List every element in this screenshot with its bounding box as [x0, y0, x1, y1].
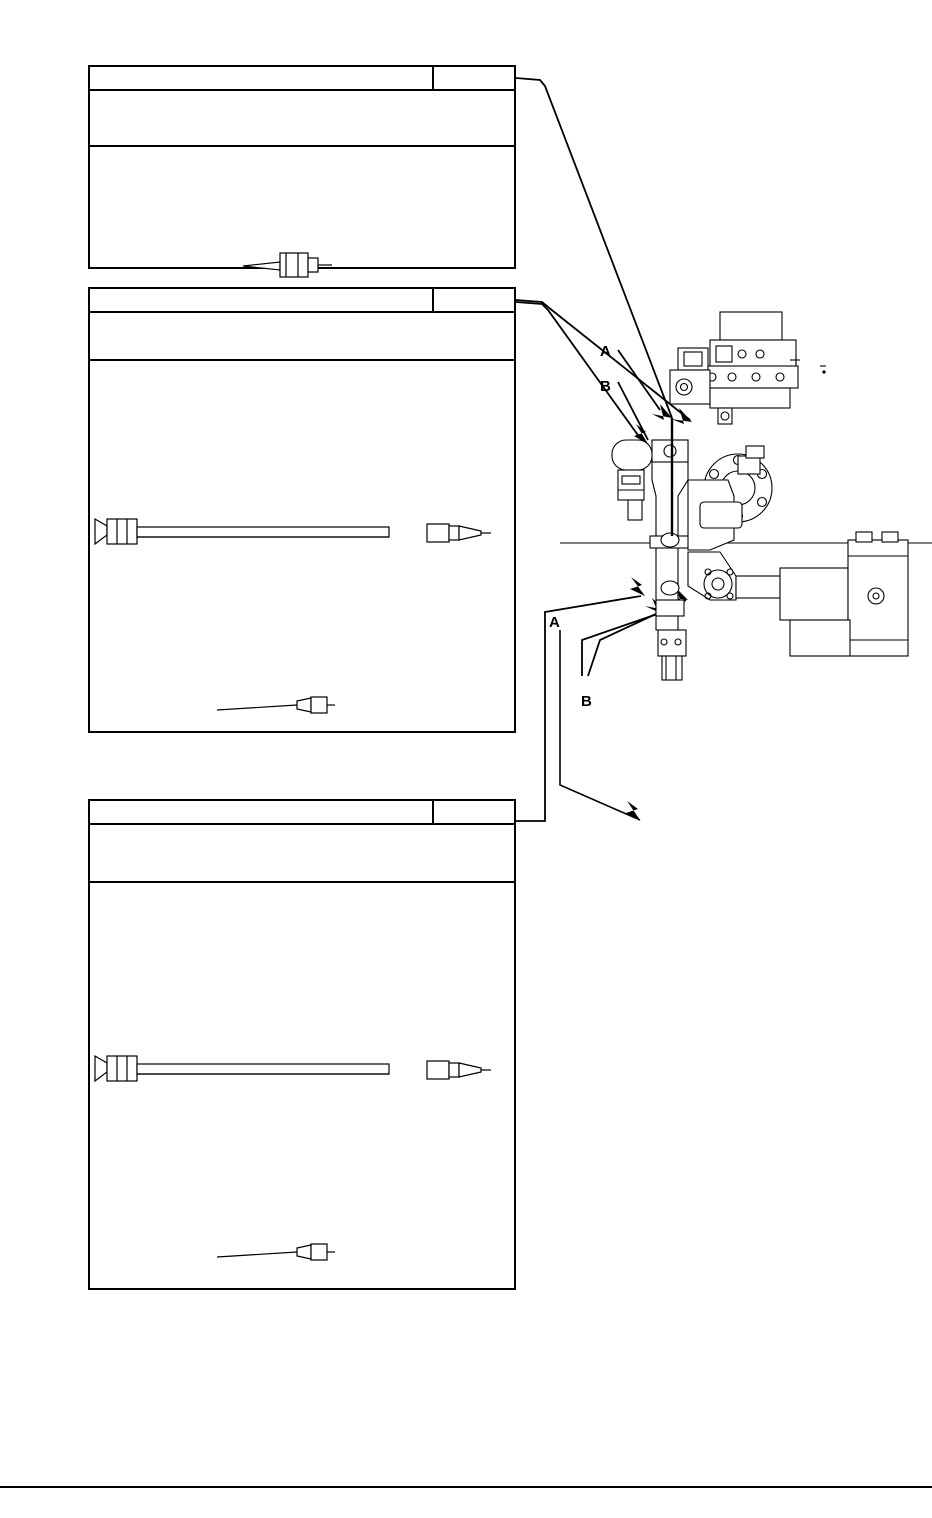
- spec-table-3-subheader-row: [90, 825, 514, 883]
- spec-table-1-code: [432, 67, 514, 89]
- spec-table-1: [88, 65, 516, 269]
- callout-letter-b-upper: B: [600, 378, 611, 395]
- spec-table-3-title: [90, 801, 432, 823]
- spec-table-2: [88, 287, 516, 733]
- short-nozzle-tip-figure: [240, 247, 340, 283]
- callout-letter-a-upper: A: [600, 343, 611, 360]
- spec-table-1-subheader-row: [90, 91, 514, 147]
- spec-table-3-code: [432, 801, 514, 823]
- spec-table-3-header-row: [90, 801, 514, 825]
- spec-table-2-title: [90, 289, 432, 311]
- thin-needle-probe-figure: [215, 691, 340, 719]
- spec-table-3: [88, 799, 516, 1290]
- long-tube-assembly-figure: [93, 1048, 403, 1098]
- spec-table-1-subtitle: [90, 91, 514, 145]
- machine-head-assembly: [560, 300, 932, 720]
- spec-table-3-body: [90, 883, 514, 1288]
- spec-table-1-header-row: [90, 67, 514, 91]
- spec-table-2-subheader-row: [90, 313, 514, 361]
- callout-letter-b-lower: B: [581, 693, 592, 710]
- bullet-tip-figure: [425, 1053, 497, 1087]
- spec-table-2-subtitle: [90, 313, 514, 359]
- footer-divider: [0, 1486, 932, 1488]
- spec-table-2-code: [432, 289, 514, 311]
- bullet-tip-figure: [425, 516, 497, 550]
- spec-table-2-header-row: [90, 289, 514, 313]
- thin-needle-probe-figure: [215, 1238, 340, 1266]
- long-tube-assembly-figure: [93, 511, 403, 561]
- spec-table-1-title: [90, 67, 432, 89]
- callout-letter-a-lower: A: [549, 614, 560, 631]
- spec-table-1-body: [90, 147, 514, 267]
- spec-table-2-body: [90, 361, 514, 731]
- spec-table-3-subtitle: [90, 825, 514, 881]
